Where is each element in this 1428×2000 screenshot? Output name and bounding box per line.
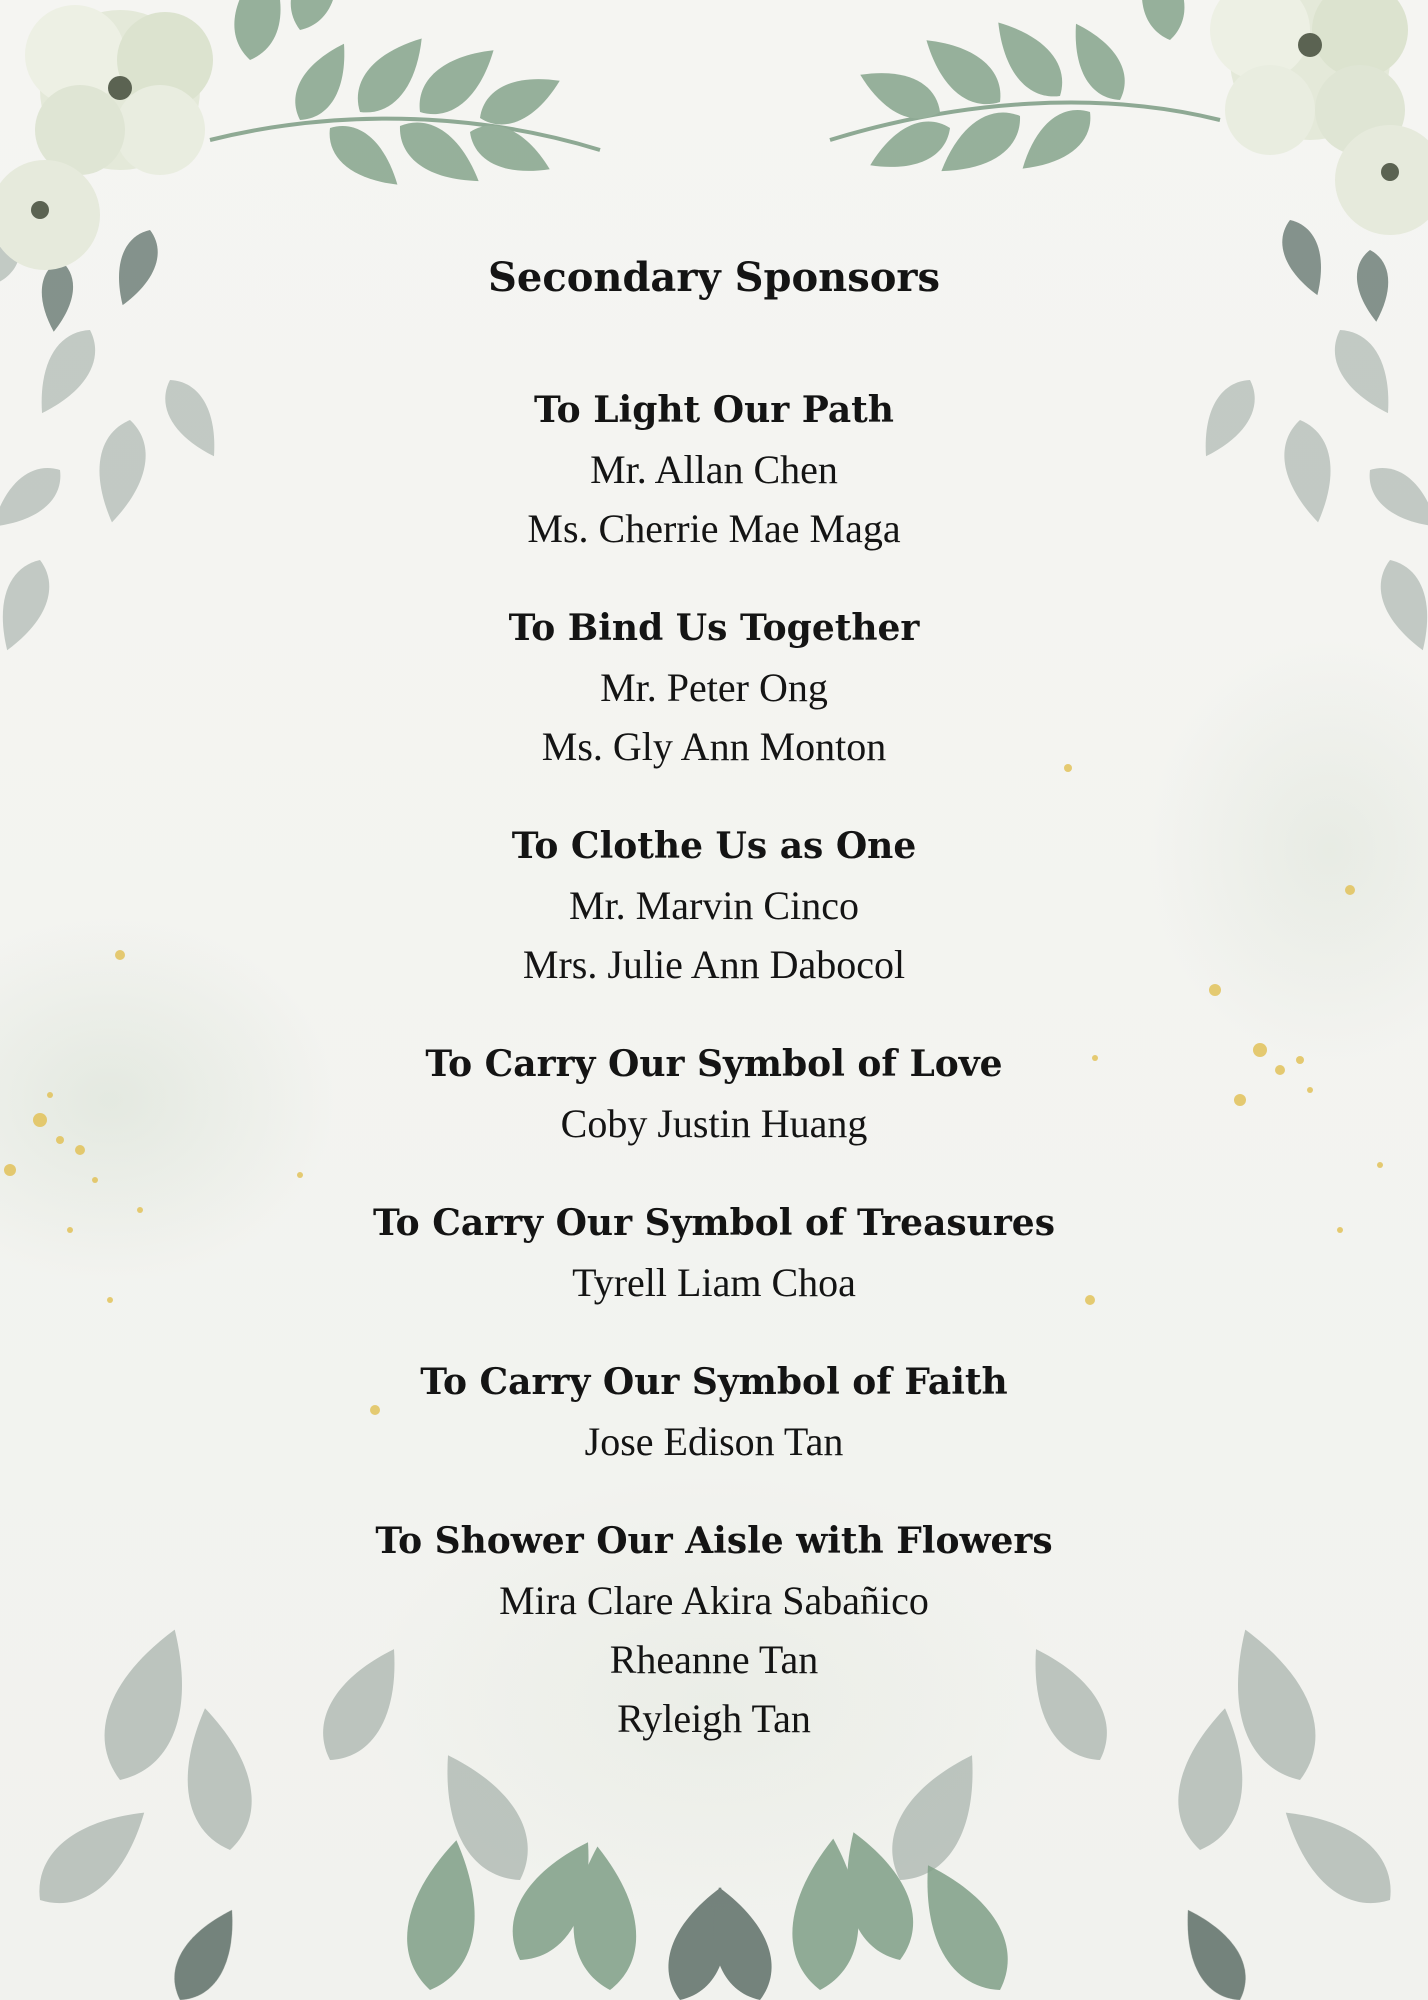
sponsor-name: Mrs. Julie Ann Dabocol — [522, 942, 906, 987]
section-heading: To Carry Our Symbol of Treasures — [373, 1202, 1055, 1244]
sponsor-name: Ms. Gly Ann Monton — [541, 724, 887, 769]
sponsor-name: Rheanne Tan — [609, 1637, 819, 1682]
section-heading: To Carry Our Symbol of Faith — [420, 1361, 1008, 1403]
sponsor-list — [0, 240, 1428, 1788]
section-heading: To Light Our Path — [534, 389, 894, 431]
section-heading: To Shower Our Aisle with Flowers — [375, 1520, 1053, 1562]
section-symbol-of-treasures — [0, 1193, 1428, 1312]
sponsor-name: Tyrell Liam Choa — [572, 1260, 856, 1305]
top-right-flower — [1210, 0, 1428, 235]
section-clothe-us-as-one — [0, 816, 1428, 994]
section-heading: To Bind Us Together — [508, 607, 920, 649]
top-left-flower — [0, 5, 213, 270]
section-bind-us-together — [0, 598, 1428, 776]
bottom-dark-leaves — [161, 1878, 1260, 2000]
top-left-branch — [210, 0, 600, 199]
sponsor-name: Ryleigh Tan — [617, 1696, 811, 1741]
sponsor-name: Mira Clare Akira Sabañico — [499, 1578, 929, 1623]
section-light-our-path — [0, 380, 1428, 558]
section-shower-aisle-flowers — [0, 1511, 1428, 1748]
sponsor-name: Mr. Peter Ong — [600, 665, 828, 710]
page-title: Secondary Sponsors — [488, 254, 940, 301]
sponsor-name: Coby Justin Huang — [560, 1101, 868, 1146]
sponsor-name: Ms. Cherrie Mae Maga — [527, 506, 901, 551]
sponsor-name: Jose Edison Tan — [584, 1419, 844, 1464]
section-symbol-of-love — [0, 1034, 1428, 1153]
sponsor-name: Mr. Marvin Cinco — [569, 883, 859, 928]
section-symbol-of-faith — [0, 1352, 1428, 1471]
top-right-branch — [830, 0, 1220, 188]
sponsor-name: Mr. Allan Chen — [590, 447, 838, 492]
section-heading: To Carry Our Symbol of Love — [425, 1043, 1003, 1085]
section-heading: To Clothe Us as One — [511, 825, 917, 867]
